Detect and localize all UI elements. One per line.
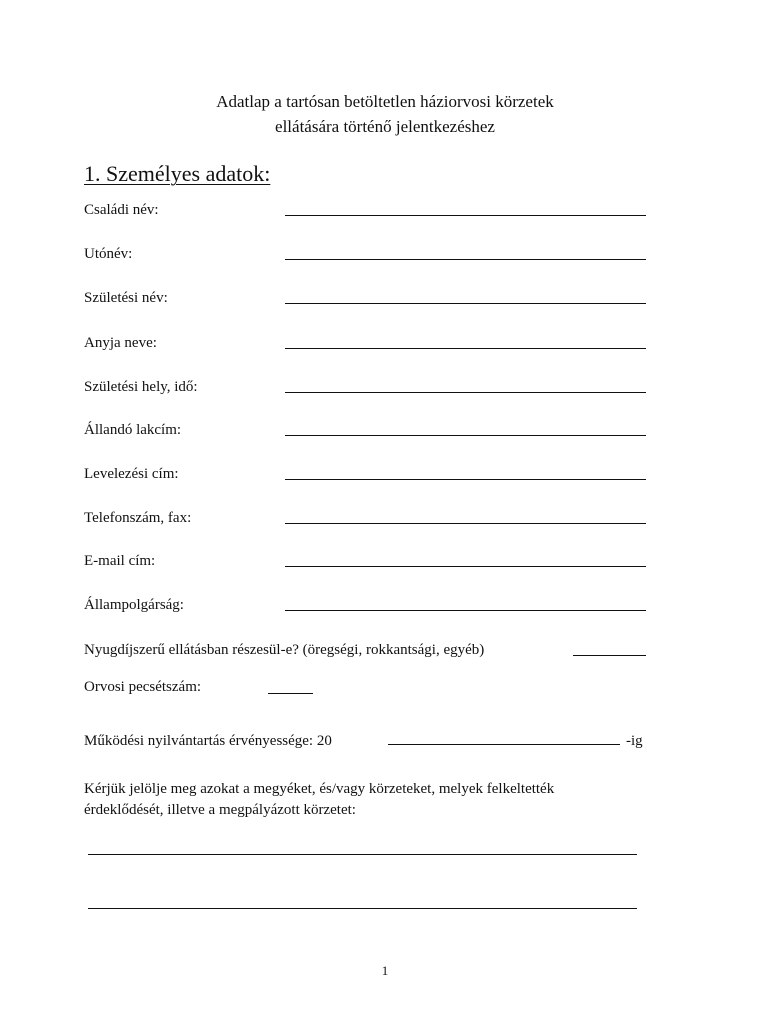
field-permanent-address	[84, 420, 646, 442]
field-stamp-number	[84, 677, 324, 699]
field-label: Levelezési cím:	[84, 466, 179, 482]
request-line-2: érdeklődését, illetve a megpályázott körzetet:	[84, 802, 356, 818]
field-birth-place-date	[84, 377, 646, 399]
field-input-line[interactable]	[285, 435, 646, 436]
request-line-1: Kérjük jelölje meg azokat a megyéket, és/vagy körzeteket, melyek felkeltették	[84, 781, 555, 797]
field-label: Családi név:	[84, 202, 159, 218]
field-label: Utónév:	[84, 246, 133, 262]
page-number: 1	[381, 963, 389, 978]
field-input-line[interactable]	[285, 348, 646, 349]
registration-suffix: -ig	[626, 733, 643, 749]
stamp-input-line[interactable]	[268, 693, 313, 694]
document-title-line-1: Adatlap a tartósan betöltetlen háziorvosi körzetek	[216, 92, 554, 111]
field-pension	[84, 640, 646, 662]
field-mailing-address	[84, 464, 646, 486]
registration-label: Működési nyilvántartás érvényessége: 20	[84, 733, 332, 749]
field-input-line[interactable]	[285, 610, 646, 611]
field-input-line[interactable]	[285, 303, 646, 304]
field-label: Anyja neve:	[84, 335, 157, 351]
field-input-line[interactable]	[285, 259, 646, 260]
field-birth-name	[84, 288, 646, 310]
field-family-name	[84, 200, 646, 222]
section-number: 1.	[84, 161, 101, 186]
field-phone-fax	[84, 508, 646, 530]
field-email	[84, 551, 646, 573]
field-label: Telefonszám, fax:	[84, 510, 192, 526]
field-input-line[interactable]	[285, 523, 646, 524]
field-input-line[interactable]	[285, 566, 646, 567]
field-input-line[interactable]	[285, 479, 646, 480]
field-mother-name	[84, 333, 646, 355]
answer-line-1[interactable]	[88, 854, 637, 855]
section-heading	[84, 160, 270, 188]
stamp-label: Orvosi pecsétszám:	[84, 679, 202, 695]
answer-line-2[interactable]	[88, 908, 637, 909]
field-registration-validity	[84, 731, 664, 753]
pension-input-line[interactable]	[573, 655, 646, 656]
field-label: Állandó lakcím:	[84, 422, 182, 438]
field-label: Állampolgárság:	[84, 597, 184, 613]
field-input-line[interactable]	[285, 215, 646, 216]
field-citizenship	[84, 595, 646, 617]
request-paragraph	[84, 779, 664, 821]
field-label: Születési név:	[84, 290, 168, 306]
field-input-line[interactable]	[285, 392, 646, 393]
pension-question: Nyugdíjszerű ellátásban részesül-e? (öregségi, rokkantsági, egyéb)	[84, 642, 485, 658]
field-label: E-mail cím:	[84, 553, 156, 569]
section-title: Személyes adatok:	[106, 161, 271, 186]
field-label: Születési hely, idő:	[84, 379, 198, 395]
document-title-line-2: ellátására történő jelentkezéshez	[275, 117, 495, 136]
registration-input-line[interactable]	[388, 744, 620, 745]
field-given-name	[84, 244, 646, 266]
